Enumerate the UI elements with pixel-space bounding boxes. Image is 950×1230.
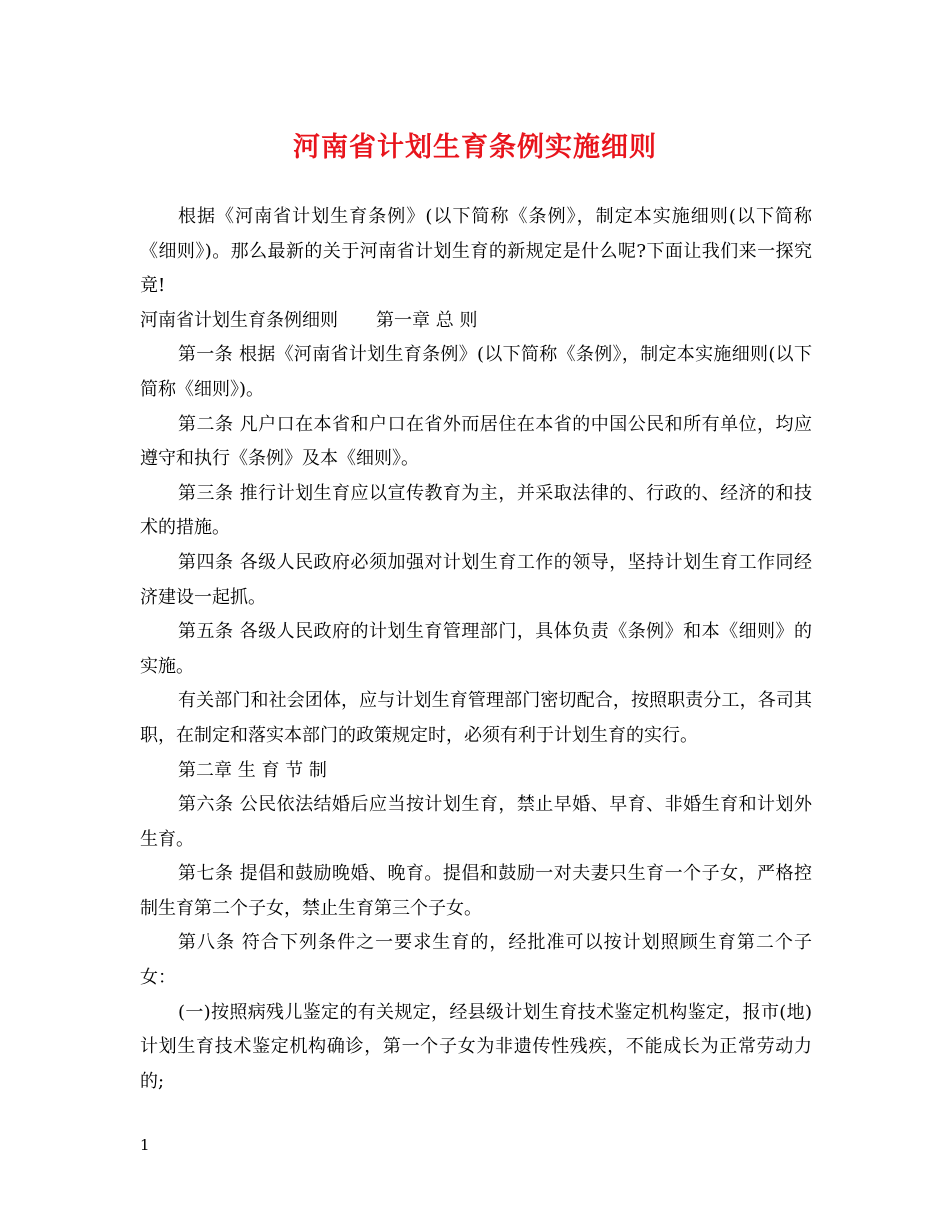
article-8: 第八条 符合下列条件之一要求生育的，经批准可以按计划照顾生育第二个子女： [140, 932, 812, 989]
article-1: 第一条 根据《河南省计划生育条例》(以下简称《条例》，制定本实施细则(以下简称《细则》)。 [140, 344, 812, 400]
article-6: 第六条 公民依法结婚后应当按计划生育，禁止早婚、早育、非婚生育和计划外生育。 [140, 794, 812, 850]
section-heading-left: 河南省计划生育条例细则 [140, 309, 338, 331]
page-number: 1 [140, 1136, 150, 1154]
article-4: 第四条 各级人民政府必须加强对计划生育工作的领导，坚持计划生育工作同经济建设一起抓。 [140, 551, 812, 608]
article-7: 第七条 提倡和鼓励晚婚、晚育。提倡和鼓励一对夫妻只生育一个子女，严格控制生育第二个子女，禁止生育第三个子女。 [140, 863, 812, 919]
article-8-item-1: (一)按照病残儿鉴定的有关规定，经县级计划生育技术鉴定机构鉴定，报市(地)计划生育技术鉴定机构确诊，第一个子女为非遗传性残疾，不能成长为正常劳动力的; [140, 1001, 812, 1092]
document-title: 河南省计划生育条例实施细则 [293, 132, 657, 163]
article-2: 第二条 凡户口在本省和户口在省外而居住在本省的中国公民和所有单位，均应遵守和执行《条例》及本《细则》。 [140, 413, 812, 470]
chapter-2-heading: 第二章 生 育 节 制 [178, 759, 327, 781]
section-heading [140, 304, 812, 339]
article-3: 第三条 推行计划生育应以宣传教育为主，并采取法律的、行政的、经济的和技术的措施。 [140, 482, 812, 539]
article-5: 第五条 各级人民政府的计划生育管理部门，具体负责《条例》和本《细则》的实施。 [140, 621, 812, 677]
section-heading-right: 第一章 总 则 [376, 309, 478, 331]
document-body [140, 200, 812, 1099]
article-5-continued: 有关部门和社会团体，应与计划生育管理部门密切配合，按照职责分工，各司其职，在制定和落实本部门的政策规定时，必须有利于计划生育的实行。 [140, 690, 812, 746]
intro-paragraph: 根据《河南省计划生育条例》(以下简称《条例》，制定本实施细则(以下简称《细则》)。那么最新的关于河南省计划生育的新规定是什么呢?下面让我们来一探究竟! [140, 206, 812, 297]
